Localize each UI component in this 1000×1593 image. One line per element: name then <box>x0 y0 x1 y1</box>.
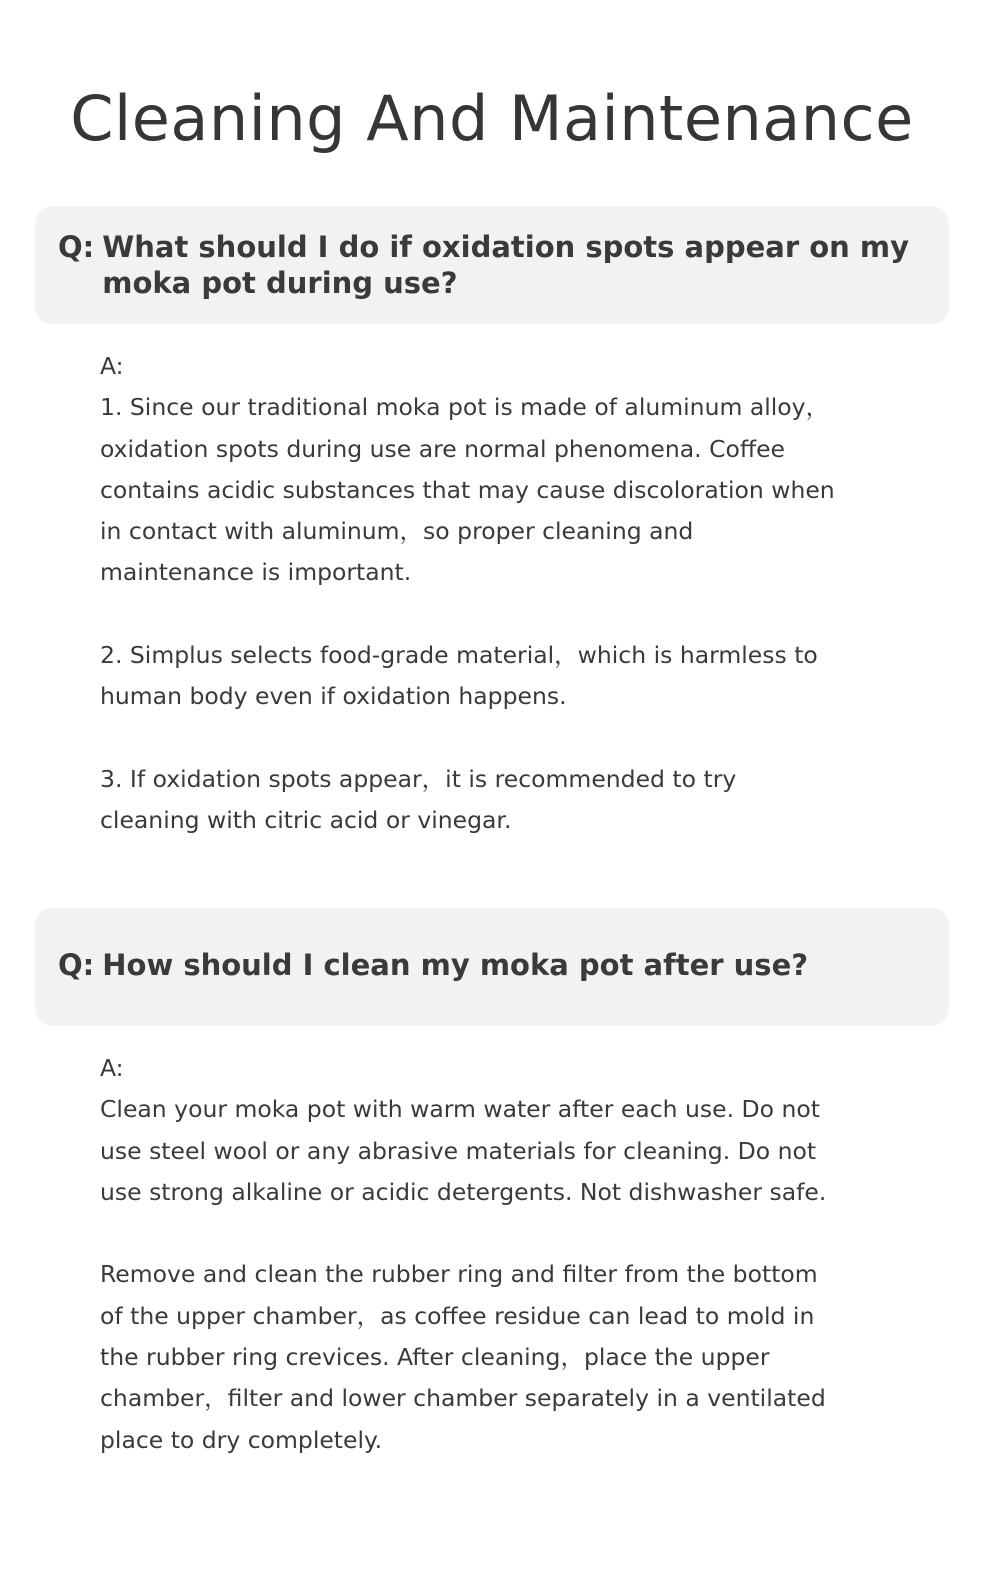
question-text <box>58 229 919 301</box>
answer-prefix: A: <box>100 1054 124 1082</box>
answer-paragraph: Remove and clean the rubber ring and filter from the bottom of the upper chamber，as coffee residue can lead to mold in the rubber ring crevices. After cleaning，place the upper chamber，filter and lower chamber separately in a ventilated place to dry completely. <box>100 1260 826 1454</box>
question-body: What should I do if oxidation spots appear on my moka pot during use? <box>102 230 910 300</box>
question-prefix: Q: <box>58 948 95 982</box>
answer-paragraph: 2. Simplus selects food-grade material，which is harmless to human body even if oxidation happens. <box>100 641 818 711</box>
page-title: Cleaning And Maintenance <box>70 82 914 155</box>
paragraph-spacer <box>100 594 840 635</box>
faq-answer-oxidation <box>100 346 840 842</box>
answer-prefix: A: <box>100 352 124 380</box>
paragraph-spacer <box>100 718 840 759</box>
answer-paragraph: Clean your moka pot with warm water after each use. Do not use steel wool or any abrasive materials for cleaning. Do not use strong alkaline or acidic detergents. Not dishwasher safe. <box>100 1095 827 1206</box>
answer-paragraph: 1. Since our traditional moka pot is made of aluminum alloy，oxidation spots during use are normal phenomena. Coffee contains acidic substances that may cause discoloration when in contact with aluminum，so proper cleaning and maintenance is important. <box>100 393 835 587</box>
faq-question-oxidation <box>35 206 949 324</box>
paragraph-spacer <box>100 1213 840 1254</box>
faq-answer-cleaning <box>100 1048 840 1461</box>
question-body: How should I clean my moka pot after use? <box>102 948 809 982</box>
question-prefix: Q: <box>58 230 95 264</box>
faq-question-cleaning <box>35 908 949 1026</box>
question-text <box>58 947 919 983</box>
answer-paragraph: 3. If oxidation spots appear，it is recommended to try cleaning with citric acid or vinegar. <box>100 764 737 835</box>
